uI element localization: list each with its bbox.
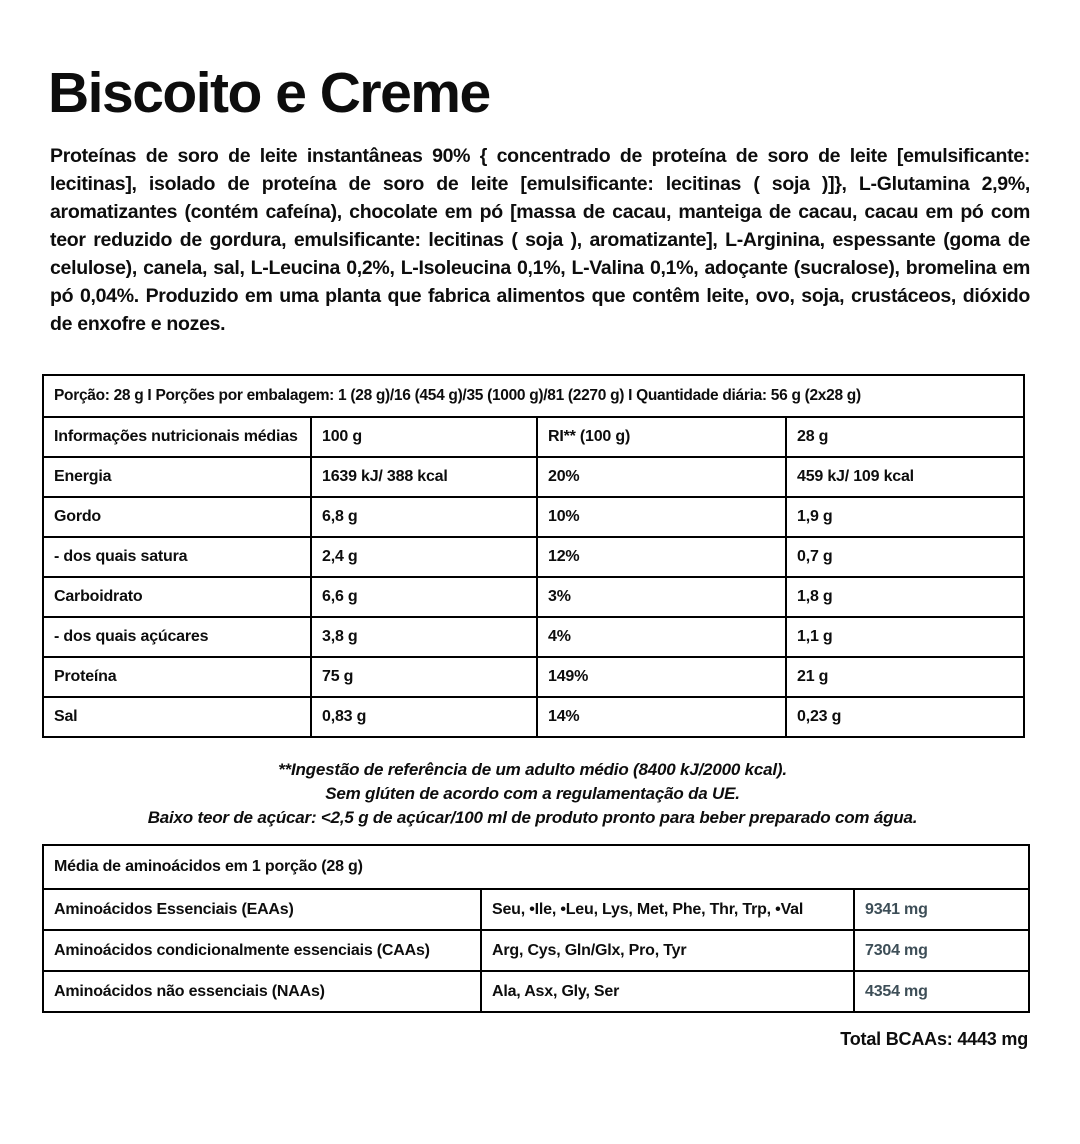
serving-info: Porção: 28 g I Porções por embalagem: 1 (28 g)/16 (454 g)/35 (1000 g)/81 (2270 g) I Quantidade diária: 56 g (2x28 g) [43,375,1024,417]
ri-percent-cell: 4% [537,617,786,657]
ri-percent-cell: 12% [537,537,786,577]
nutrient-name-cell: Energia [43,457,311,497]
nutrient-name-cell: Sal [43,697,311,737]
page-title: Biscoito e Creme [48,61,490,125]
value-28g-cell: 1,8 g [786,577,1024,617]
footnote-gluten-free: Sem glúten de acordo com a regulamentação da UE. [325,784,740,803]
column-header-100g: 100 g [311,417,537,457]
amino-list-cell: Seu, •Ile, •Leu, Lys, Met, Phe, Thr, Trp, •Val [481,889,854,930]
value-28g-cell: 21 g [786,657,1024,697]
value-100g-cell: 75 g [311,657,537,697]
ri-percent-cell: 10% [537,497,786,537]
value-100g-cell: 6,8 g [311,497,537,537]
table-row-caas [43,930,1029,971]
ri-percent-cell: 149% [537,657,786,697]
column-header-28g: 28 g [786,417,1024,457]
nutrient-name-cell: Proteína [43,657,311,697]
serving-info-row [43,375,1024,417]
ri-percent-cell: 20% [537,457,786,497]
table-row-gordo [43,497,1024,537]
value-100g-cell: 0,83 g [311,697,537,737]
amino-group-cell: Aminoácidos condicionalmente essenciais (CAAs) [43,930,481,971]
footnotes-block [42,758,1023,829]
footnote-low-sugar: Baixo teor de açúcar: <2,5 g de açúcar/100 ml de produto pronto para beber preparado com água. [147,808,918,827]
amino-list-cell: Ala, Asx, Gly, Ser [481,971,854,1012]
nutrient-name-cell: - dos quais açúcares [43,617,311,657]
ri-percent-cell: 14% [537,697,786,737]
nutrient-name-cell: Gordo [43,497,311,537]
footnote-reference-intake: **Ingestão de referência de um adulto médio (8400 kJ/2000 kcal). [278,760,787,779]
ingredients-text: Proteínas de soro de leite instantâneas 90% { concentrado de proteína de soro de leite [emulsificante: lecitinas], isolado de proteína de soro de leite [emulsificante: lecitinas ( soja )]}, L-Glutamina 2,9%, aromatizantes (contém cafeína), chocolate em pó [massa de cacau, manteiga de cacau, cacau em pó com teor reduzido de gordura, emulsificante: lecitinas ( soja ), aromatizante], L-Arginina, espessante (goma de celulose), canela, sal, L-Leucina 0,2%, L-Isoleucina 0,1%, L-Valina 0,1%, adoçante (sucralose), bromelina em pó 0,04%. Produzido em uma planta que fabrica alimentos que contêm leite, ovo, soja, crustáceos, dióxido de enxofre e nozes. [50,145,1030,335]
table-row-satura [43,537,1024,577]
table-row-energia [43,457,1024,497]
nutrient-name-cell: Carboidrato [43,577,311,617]
amino-amount-cell: 7304 mg [854,930,1029,971]
amino-group-cell: Aminoácidos Essenciais (EAAs) [43,889,481,930]
value-100g-cell: 1639 kJ/ 388 kcal [311,457,537,497]
value-28g-cell: 0,7 g [786,537,1024,577]
table-row-naas [43,971,1029,1012]
value-28g-cell: 0,23 g [786,697,1024,737]
amino-amount-cell: 4354 mg [854,971,1029,1012]
value-28g-cell: 459 kJ/ 109 kcal [786,457,1024,497]
value-100g-cell: 6,6 g [311,577,537,617]
table-header-row [43,417,1024,457]
nutrition-table [42,374,1025,738]
column-header-nutrient: Informações nutricionais médias [43,417,311,457]
column-header-ri: RI** (100 g) [537,417,786,457]
table-row-carboidrato [43,577,1024,617]
amino-amount-cell: 9341 mg [854,889,1029,930]
ri-percent-cell: 3% [537,577,786,617]
value-100g-cell: 3,8 g [311,617,537,657]
amino-table-header-row [43,845,1029,889]
value-28g-cell: 1,9 g [786,497,1024,537]
total-bcaas: Total BCAAs: 4443 mg [840,1029,1028,1049]
table-row-eaas [43,889,1029,930]
amino-list-cell: Arg, Cys, Gln/Glx, Pro, Tyr [481,930,854,971]
table-row-proteina [43,657,1024,697]
table-row-sal [43,697,1024,737]
value-100g-cell: 2,4 g [311,537,537,577]
nutrition-label-page [0,61,1080,1144]
value-28g-cell: 1,1 g [786,617,1024,657]
nutrient-name-cell: - dos quais satura [43,537,311,577]
amino-group-cell: Aminoácidos não essenciais (NAAs) [43,971,481,1012]
amino-table-header: Média de aminoácidos em 1 porção (28 g) [43,845,1029,889]
amino-acids-table [42,844,1030,1013]
table-row-acucares [43,617,1024,657]
